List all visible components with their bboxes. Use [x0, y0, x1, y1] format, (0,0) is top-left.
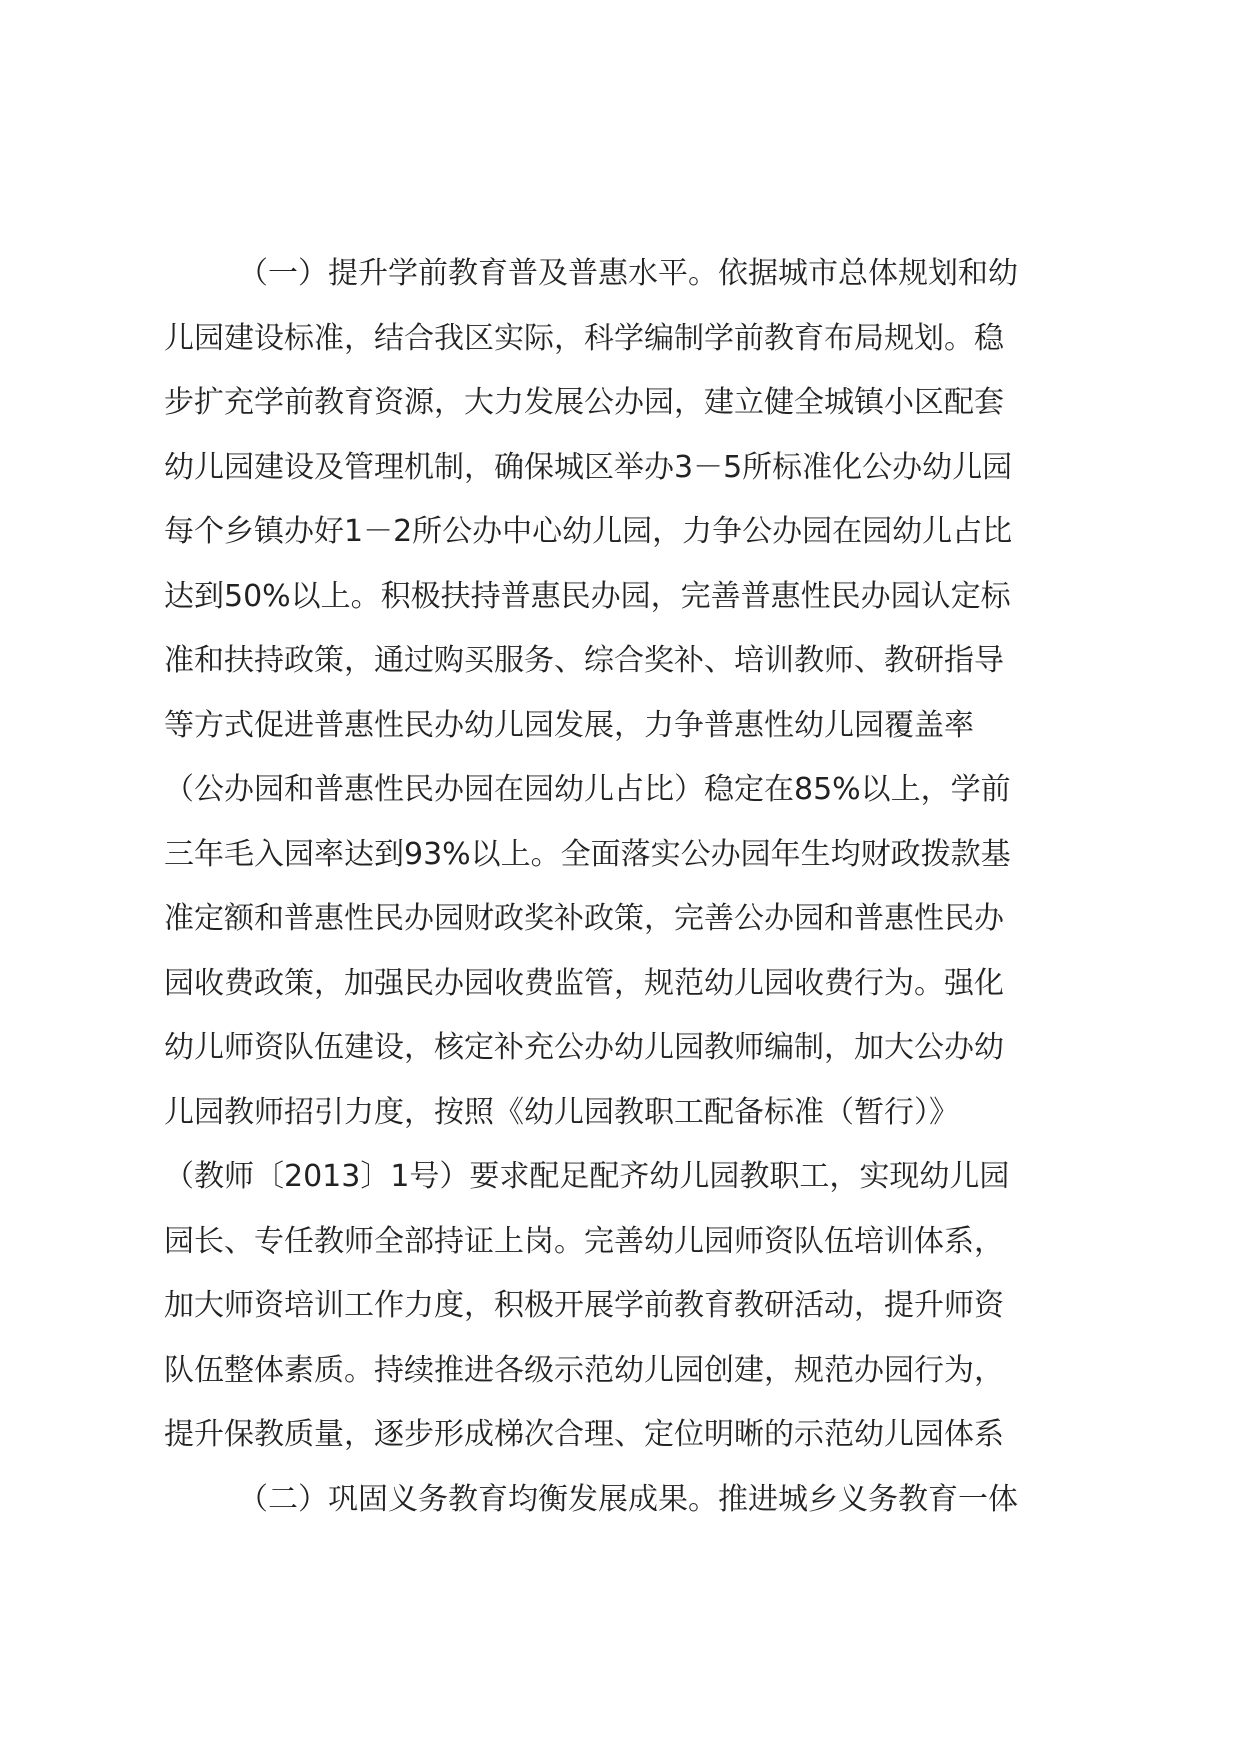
text-line: 园收费政策，加强民办园收费监管，规范幼儿园收费行为。强化 — [164, 965, 1004, 1001]
text-line: 三年毛入园率达到93%以上。全面落实公办园年生均财政拨款基 — [164, 836, 1011, 872]
text-line: 儿园教师招引力度，按照《幼儿园教职工配备标准（暂行）》 — [164, 1094, 959, 1130]
text-line: 准和扶持政策，通过购买服务、综合奖补、培训教师、教研指导 — [164, 643, 1004, 678]
text-line: 达到50%以上。积极扶持普惠民办园，完善普惠性民办园认定标 — [164, 578, 1011, 614]
text-line: 幼儿师资队伍建设，核定补充公办幼儿园教师编制，加大公办幼 — [164, 1030, 1004, 1065]
body-text — [164, 242, 1104, 1532]
text-line: 准定额和普惠性民办园财政奖补政策，完善公办园和普惠性民办 — [164, 901, 1004, 936]
text-line: 儿园建设标准，结合我区实际，科学编制学前教育布局规划。稳 — [164, 320, 1004, 356]
text-line: 提升保教质量，逐步形成梯次合理、定位明晰的示范幼儿园体系 — [164, 1417, 1004, 1452]
text-line: 队伍整体素质。持续推进各级示范幼儿园创建，规范办园行为， — [164, 1352, 1004, 1388]
text-line: 步扩充学前教育资源，大力发展公办园，建立健全城镇小区配套 — [164, 385, 1004, 420]
paragraph-1-heading-line: （一）提升学前教育普及普惠水平。依据城市总体规划和幼 — [238, 256, 1018, 291]
text-line: （教师〔2013〕1号）要求配足配齐幼儿园教职工，实现幼儿园 — [164, 1159, 1010, 1194]
text-line: 加大师资培训工作力度，积极开展学前教育教研活动，提升师资 — [164, 1288, 1004, 1323]
text-line: 园长、专任教师全部持证上岗。完善幼儿园师资队伍培训体系， — [164, 1223, 1004, 1259]
text-line: 幼儿园建设及管理机制，确保城区举办3－5所标准化公办幼儿园 — [164, 449, 1013, 485]
text-line: （公办园和普惠性民办园在园幼儿占比）稳定在85%以上，学前 — [164, 772, 1011, 807]
text-line: 每个乡镇办好1－2所公办中心幼儿园，力争公办园在园幼儿占比 — [164, 514, 1013, 549]
text-line: 等方式促进普惠性民办幼儿园发展，力争普惠性幼儿园覆盖率 — [164, 707, 974, 743]
paragraph-2-heading-line: （二）巩固义务教育均衡发展成果。推进城乡义务教育一体 — [238, 1481, 1018, 1517]
